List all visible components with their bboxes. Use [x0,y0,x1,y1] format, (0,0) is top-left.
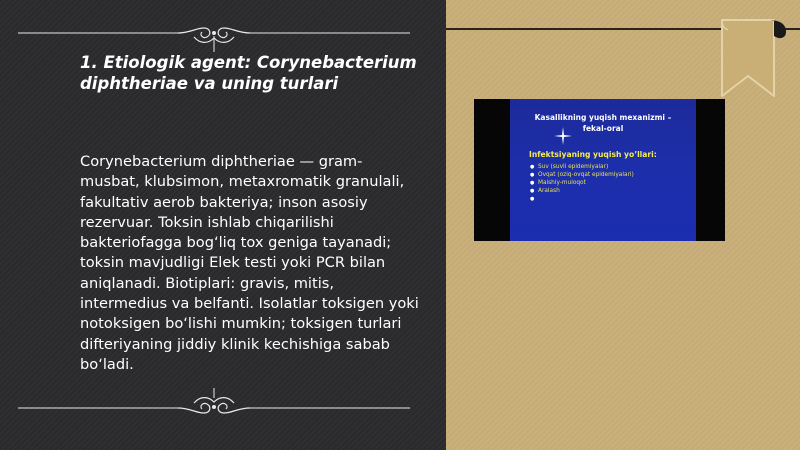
list-item: ● Suv (suvli epidemiyalar) [530,163,634,171]
embedded-slide-image [474,99,725,241]
slide-body-text: Corynebacterium diphtheriae — gram-musbat, klubsimon, metaxromatik granulali, fakultativ aerob bakteriya; inson asosiy rezervuar. Toksin ishlab chiqarilishi bakteriofagga bog‘liq tox geniga tayanadi; toksin mavjudligi Elek testi yoki PCR bilan aniqlanadi. Biotiplari: gravis, mitis, intermedius va belfanti. Isolatlar toksigen yoki notoksigen bo‘lishi mumkin; toksigen turlari difteriyaning jiddiy klinik kechishiga sabab bo‘ladi. [80,153,419,373]
list-item: ● Maishiy-muloqot [530,179,634,187]
bookmark-ribbon-icon [718,18,792,100]
list-item: ● Aralash [530,187,634,195]
top-ornament-divider [18,24,410,52]
embedded-title-line-1: Kasallikning yuqish mexanizmi – [534,113,672,122]
embedded-slide-list [530,163,634,195]
embedded-slide-subtitle: Infektsiyaning yuqish yo’llari: [529,150,657,159]
slide-title: 1. Etiologik agent: Corynebacterium diphtheriae va uning turlari [80,53,417,93]
embedded-title-line-2: fekal-oral [582,124,624,133]
embedded-slide-title [510,112,696,134]
embedded-slide-content [510,99,696,241]
list-item: ● Ovqat (oziq-ovqat epidemiyalari) [530,171,634,179]
bottom-ornament-divider [18,388,410,416]
